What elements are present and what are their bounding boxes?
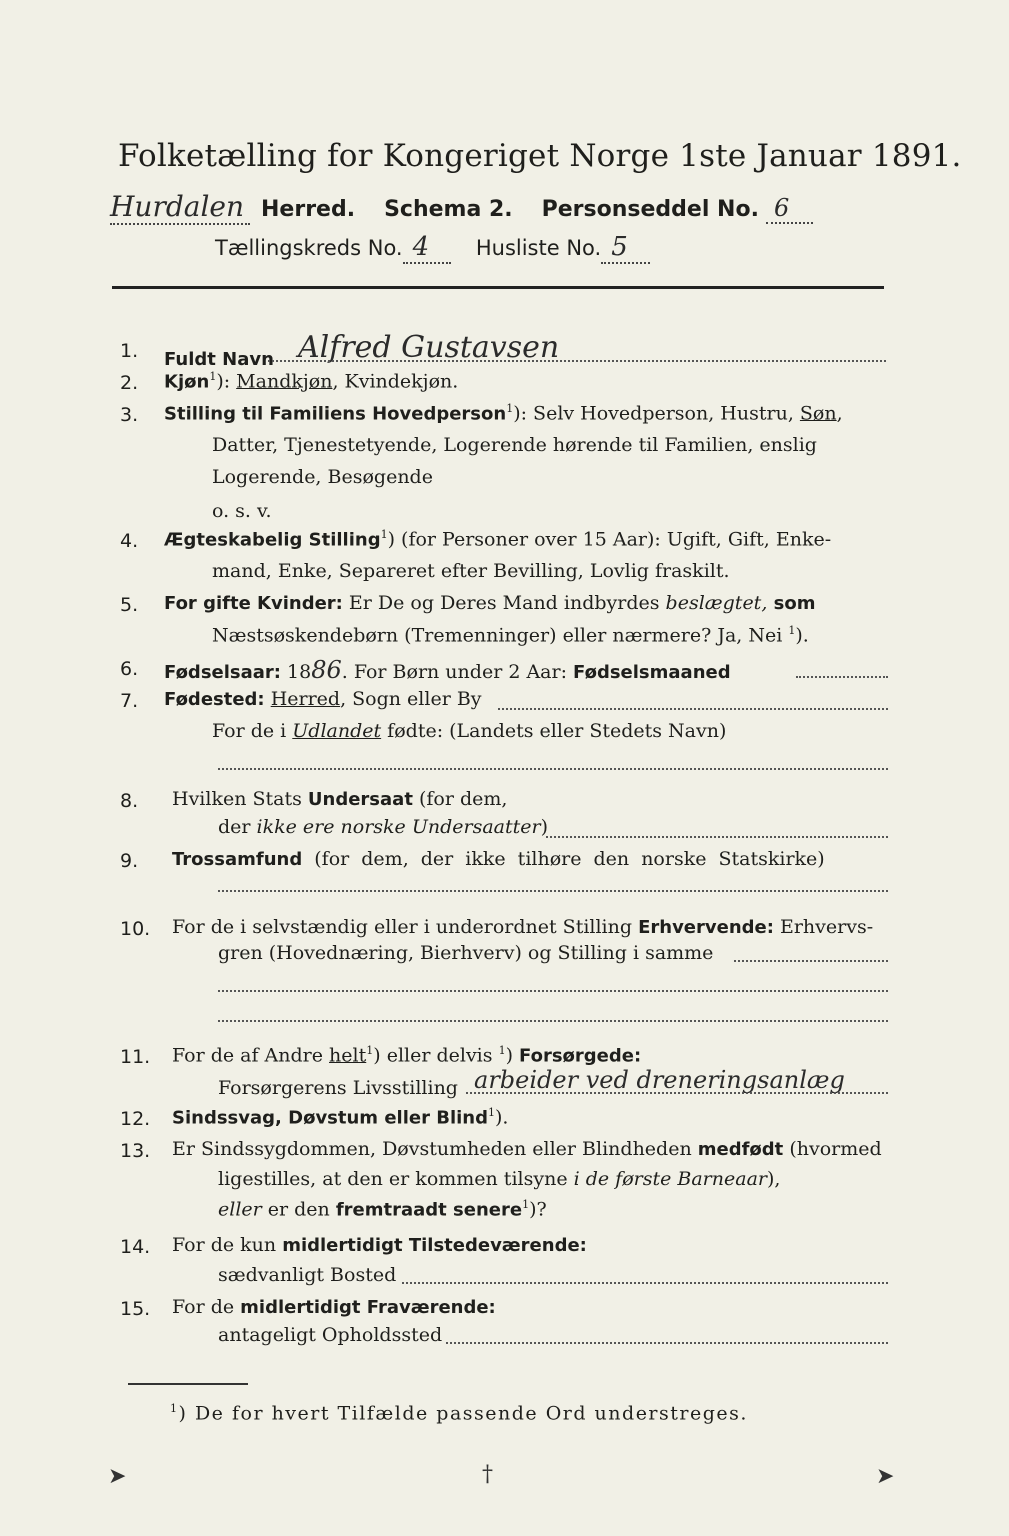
q10-text-1b: Erhvervs-	[773, 916, 874, 938]
q6-number: 6.	[120, 658, 139, 680]
q11-livsstilling-value: arbeider ved dreneringsanlæg	[474, 1066, 845, 1094]
q12-sup: 1	[487, 1106, 495, 1119]
q5-text-2: Næstsøskendebørn (Tremenninger) eller nærmere? Ja, Nei	[212, 624, 789, 647]
q10-text-1a: For de i selvstændig eller i underordnet Stilling	[172, 916, 639, 938]
q11-number: 11.	[120, 1046, 151, 1068]
q15-number: 15.	[120, 1298, 151, 1320]
q8-label: Undersaat	[307, 789, 413, 810]
q7-fill-line-2	[218, 768, 888, 770]
q14-line-2: sædvanligt Bosted	[218, 1264, 397, 1286]
corner-mark-center: †	[482, 1462, 493, 1487]
q14-label: midlertidigt Tilstedeværende:	[282, 1235, 587, 1256]
q13-text-3a: er den	[261, 1198, 336, 1221]
q2-text-b: , Kvindekjøn.	[332, 370, 459, 393]
q15-line-2: antageligt Opholdssted	[218, 1324, 443, 1346]
footnote-divider	[128, 1383, 248, 1385]
q3-text-1: ): Selv Hovedperson, Hustru,	[513, 402, 800, 425]
q4-text-1: ) (for Personer over 15 Aar): Ugift, Gift, Enke-	[387, 528, 832, 551]
q10-line-1	[172, 916, 873, 938]
q5-sup: 1	[788, 624, 796, 637]
q10-fill-line-1	[734, 960, 888, 962]
q2-text-a: ):	[216, 370, 237, 393]
q7-number: 7.	[120, 690, 139, 712]
q11-text-2: Forsørgerens Livsstilling	[218, 1077, 458, 1099]
herred-label: Herred.	[261, 197, 356, 222]
q7-line-1	[164, 688, 482, 710]
q12-end: ).	[494, 1106, 509, 1129]
q11-label: Forsørgede:	[519, 1045, 642, 1067]
q7-option-herred: Herred	[270, 688, 341, 710]
q12-line	[172, 1106, 508, 1128]
husliste-label: Husliste No.	[475, 236, 602, 260]
q4-sup: 1	[380, 528, 388, 541]
q5-label: For gifte Kvinder:	[164, 593, 343, 614]
form-title: Folketælling for Kongeriget Norge 1ste Januar 1891.	[118, 138, 962, 174]
q7-line-2	[212, 720, 726, 742]
q3-selected-son: Søn	[799, 402, 837, 425]
corner-mark-right: ➤	[876, 1464, 895, 1489]
q13-sup: 1	[522, 1198, 530, 1211]
q6-year-value: 86	[311, 656, 342, 684]
q2-option-mandkjon: Mandkjøn	[236, 370, 333, 393]
q11-sup-2: 1	[498, 1044, 506, 1057]
q2-label: Kjøn	[164, 371, 210, 393]
q7-text-2-italic: Udlandet	[292, 720, 382, 742]
q8-text-2b: )	[540, 816, 548, 838]
q13-line-3	[218, 1198, 547, 1220]
personseddel-label: Personseddel No.	[541, 197, 759, 222]
q10-label: Erhvervende:	[638, 917, 774, 938]
q3-number: 3.	[120, 404, 139, 426]
q13-line-1	[172, 1138, 882, 1160]
q14-text-1a: For de kun	[172, 1234, 283, 1256]
q5-text-a: Er De og Deres Mand indbyrdes	[342, 592, 666, 614]
q9-text: (for dem, der ikke tilhøre den norske Statskirke)	[302, 848, 825, 870]
q7-text-2a: For de i	[212, 720, 293, 742]
schema-label: Schema 2.	[384, 197, 513, 222]
q3-text-1-end: ,	[836, 402, 843, 425]
q14-fill-line	[402, 1282, 888, 1284]
q4-number: 4.	[120, 530, 139, 552]
q1-line	[164, 330, 560, 373]
q12-number: 12.	[120, 1108, 151, 1130]
q8-text-1b: (for dem,	[412, 788, 508, 810]
q7-text: , Sogn eller By	[340, 688, 482, 710]
q14-number: 14.	[120, 1236, 151, 1258]
q8-number: 8.	[120, 790, 139, 812]
q6-prefix: 18	[281, 661, 312, 683]
personseddel-value: 6	[766, 194, 813, 224]
q3-line-3: Logerende, Besøgende	[212, 466, 433, 488]
q10-fill-line-3	[218, 1020, 888, 1022]
q11-text-1c: )	[505, 1044, 520, 1067]
q4-line-1	[164, 528, 831, 550]
q8-line-1	[172, 788, 507, 810]
footnote-text: ) De for hvert Tilfælde passende Ord understreges.	[178, 1402, 748, 1425]
kreds-label: Tællingskreds No.	[215, 236, 403, 260]
q11-line-1	[172, 1044, 641, 1066]
footnote	[170, 1402, 748, 1424]
q1-name-value: Alfred Gustavsen	[297, 330, 560, 365]
q13-text-2-italic: i de første Barneaar	[573, 1168, 767, 1190]
q15-fill-line	[446, 1342, 888, 1344]
q5-text-italic: beslægtet,	[665, 592, 768, 614]
q8-text-2-italic: ikke ere norske Undersaatter	[256, 816, 541, 838]
header-divider	[112, 286, 884, 289]
q13-text-3-italic: eller	[218, 1198, 262, 1221]
header-row-kreds	[215, 232, 650, 264]
q4-label: Ægteskabelig Stilling	[164, 529, 381, 551]
q11-line-2	[218, 1066, 845, 1100]
q4-line-2: mand, Enke, Separeret efter Bevilling, Lovlig fraskilt.	[212, 560, 730, 582]
q3-line-4: o. s. v.	[212, 500, 272, 522]
q13-text-3b: )?	[529, 1198, 547, 1221]
q11-option-helt: helt	[329, 1044, 367, 1067]
q9-number: 9.	[120, 850, 139, 872]
q1-fill-line	[268, 360, 886, 362]
q14-line-1	[172, 1234, 587, 1256]
header-row-herred	[110, 190, 813, 225]
q15-line-1	[172, 1296, 496, 1318]
q8-text-2a: der	[218, 816, 257, 838]
kreds-value: 4	[403, 232, 452, 264]
q5-line-2	[212, 624, 809, 646]
herred-value: Hurdalen	[110, 190, 250, 225]
q5-line-1	[164, 592, 815, 614]
q10-number: 10.	[120, 918, 151, 940]
q7-fill-line-1	[498, 708, 888, 710]
q13-line-2	[218, 1168, 780, 1190]
q2-line	[164, 370, 458, 392]
q5-text-2-end: ).	[795, 624, 809, 647]
q3-sup: 1	[506, 402, 514, 415]
q6-text: . For Børn under 2 Aar:	[341, 661, 574, 683]
q2-sup: 1	[209, 370, 217, 383]
q11-text-1a: For de af Andre	[172, 1044, 330, 1067]
corner-mark-left: ➤	[108, 1464, 127, 1489]
q6-label: Fødselsaar:	[164, 662, 281, 683]
q10-line-2: gren (Hovednæring, Bierhverv) og Stilling i samme	[218, 942, 714, 964]
q8-text-1a: Hvilken Stats	[172, 788, 308, 810]
footnote-sup: 1	[170, 1402, 179, 1415]
husliste-value: 5	[601, 232, 650, 264]
q8-fill-line	[546, 836, 888, 838]
q12-label: Sindssvag, Døvstum eller Blind	[172, 1107, 488, 1129]
q7-text-2b: fødte: (Landets eller Stedets Navn)	[381, 720, 727, 742]
q6-label-2: Fødselsmaaned	[573, 662, 731, 683]
q3-line-2: Datter, Tjenestetyende, Logerende hørende til Familien, enslig	[212, 434, 817, 456]
q5-number: 5.	[120, 594, 139, 616]
q13-label: medfødt	[697, 1139, 784, 1160]
q3-line-1	[164, 402, 843, 424]
q2-number: 2.	[120, 372, 139, 394]
q9-line	[172, 848, 825, 870]
q1-label: Fuldt Navn	[164, 349, 274, 370]
q6-line	[164, 656, 731, 684]
q11-sup-1: 1	[366, 1044, 374, 1057]
q5-text-b: som	[767, 593, 816, 614]
q9-fill-line	[218, 890, 888, 892]
q13-text-1a: Er Sindssygdommen, Døvstumheden eller Blindheden	[172, 1138, 698, 1160]
q6-fill-line	[796, 676, 888, 678]
q15-label: midlertidigt Fraværende:	[240, 1297, 496, 1318]
q11-text-1b: ) eller delvis	[373, 1044, 499, 1067]
q3-label: Stilling til Familiens Hovedperson	[164, 403, 507, 425]
q10-fill-line-2	[218, 990, 888, 992]
q15-text-1a: For de	[172, 1296, 241, 1318]
q13-text-1b: (hvormed	[783, 1138, 882, 1160]
q9-label: Trossamfund	[172, 849, 303, 870]
q13-number: 13.	[120, 1140, 151, 1162]
q13-text-2b: ),	[767, 1168, 781, 1190]
q7-label: Fødested:	[164, 689, 265, 710]
q13-label-2: fremtraadt senere	[335, 1199, 523, 1221]
q1-number: 1.	[120, 340, 139, 362]
q8-line-2	[218, 816, 548, 838]
q13-text-2a: ligestilles, at den er kommen tilsyne	[218, 1168, 574, 1190]
q11-fill-line	[466, 1092, 888, 1094]
